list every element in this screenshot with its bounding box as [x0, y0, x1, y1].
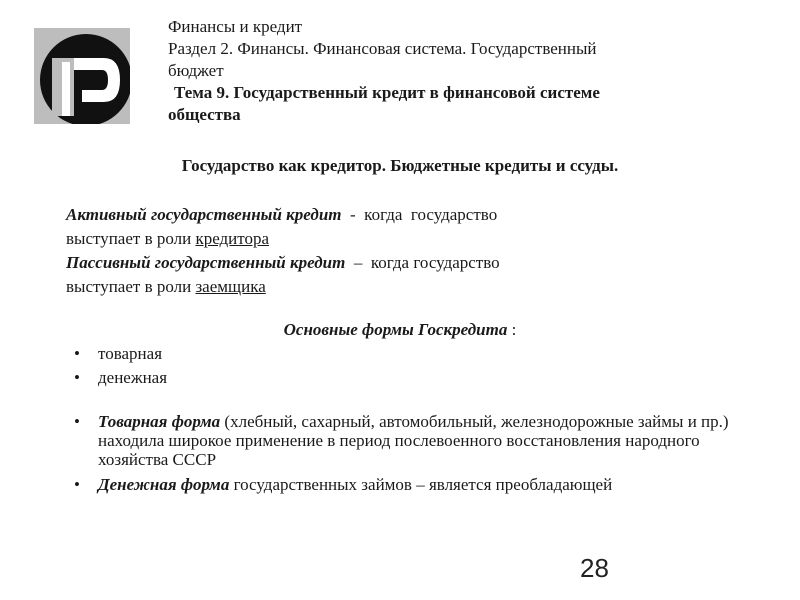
passive-credit-rest: – когда государство	[345, 253, 500, 272]
goods-form-text: (хлебный, сахарный, автомобильный, железнодорожные займы и пр.) находила широкое применение в период послевоенного восстановления народного хозяйства СССР	[98, 412, 729, 469]
active-credit-prefix: выступает в роли	[66, 229, 196, 248]
active-credit-term: Активный государственный кредит	[66, 205, 342, 224]
forms-details-list	[74, 412, 744, 500]
theme-title-line1: Тема 9. Государственный кредит в финансовой системе	[174, 83, 600, 102]
logo-mark-icon	[34, 28, 130, 124]
passive-credit-term: Пассивный государственный кредит	[66, 253, 346, 272]
slide-subtitle: Государство как кредитор. Бюджетные кредиты и ссуды.	[181, 156, 619, 175]
list-item	[74, 475, 744, 494]
passive-credit-role: заемщика	[195, 277, 266, 296]
passive-credit-line2	[66, 275, 686, 299]
logo	[34, 28, 130, 124]
money-form-text: государственных займов – является преобладающей	[229, 475, 613, 494]
forms-heading	[0, 320, 800, 340]
section-title-line2: бюджет	[168, 61, 224, 80]
active-credit-line2	[66, 227, 686, 251]
goods-form-term: Товарная форма	[98, 412, 221, 431]
money-form-term: Денежная форма	[98, 475, 230, 494]
definitions-block	[66, 203, 686, 299]
slide-header	[168, 16, 728, 126]
passive-credit-line1	[66, 251, 686, 275]
passive-credit-prefix: выступает в роли	[66, 277, 196, 296]
theme-title-line2: общества	[168, 105, 241, 124]
list-item: • денежная	[74, 366, 734, 390]
forms-list	[74, 342, 734, 390]
list-item	[74, 412, 744, 469]
course-title: Финансы и кредит	[168, 17, 303, 36]
list-item: • товарная	[74, 342, 734, 366]
section-title-line1: Раздел 2. Финансы. Финансовая система. Государственный	[168, 39, 597, 58]
active-credit-line1	[66, 203, 686, 227]
forms-heading-suffix: :	[507, 320, 517, 339]
active-credit-rest: - когда государство	[341, 205, 498, 224]
page-number: 28	[580, 553, 609, 583]
forms-heading-text: Основные формы Госкредита	[283, 320, 508, 339]
active-credit-role: кредитора	[195, 229, 270, 248]
